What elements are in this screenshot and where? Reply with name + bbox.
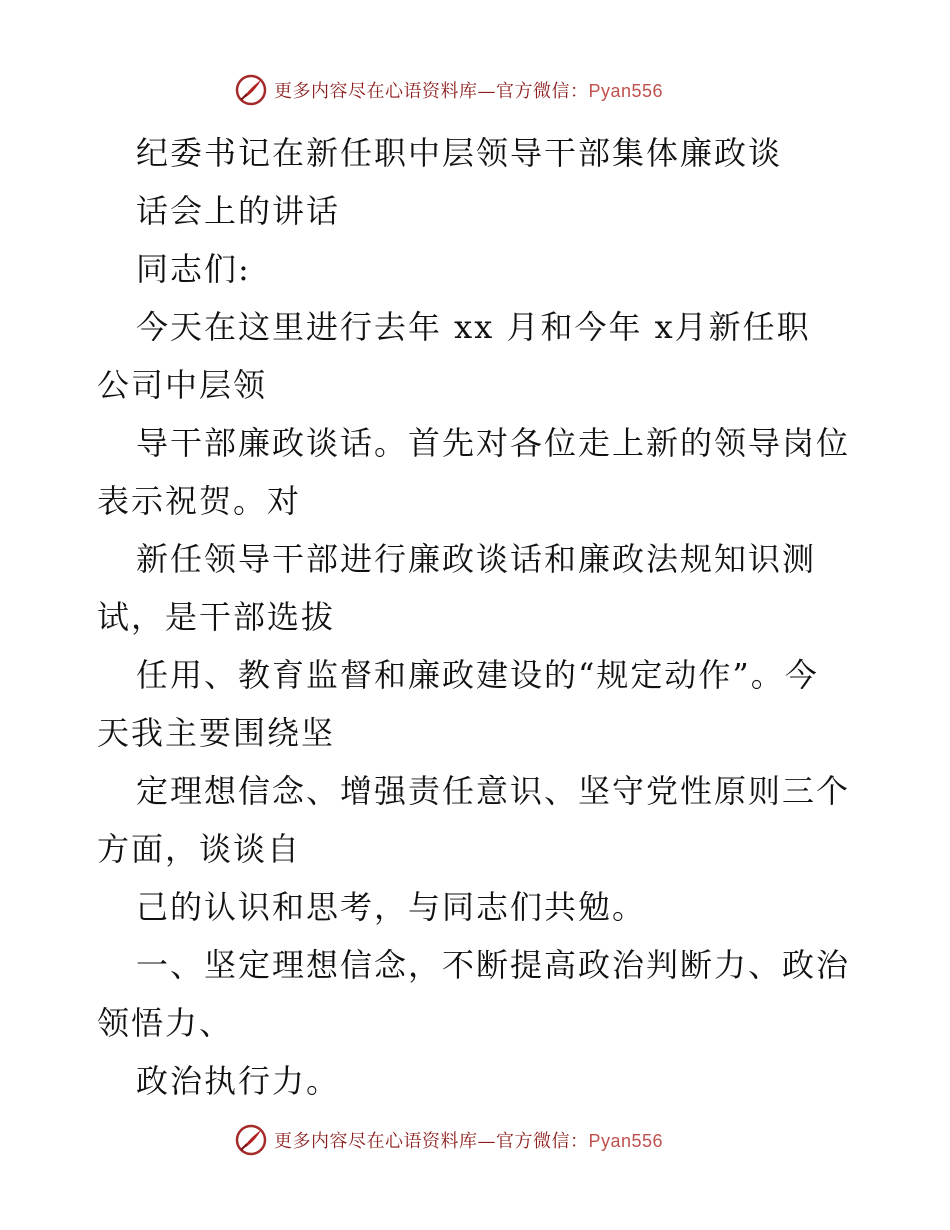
text-line: 政治执行力。 — [136, 1062, 341, 1100]
banner-text: 更多内容尽在心语资料库—官方微信：Pyan556 — [274, 81, 664, 102]
wechat-id: Pyan556 — [588, 81, 664, 101]
feather-pen-logo-icon — [234, 1123, 268, 1157]
text-line: 一、坚定理想信念，不断提高政治判断力、政治 — [136, 946, 851, 984]
text-line: 领悟力、 — [97, 1004, 234, 1042]
text-line: 方面，谈谈自 — [97, 830, 302, 868]
text-line: 话会上的讲话 — [136, 192, 341, 230]
text-line: 导干部廉政谈话。首先对各位走上新的领导岗位 — [136, 424, 851, 462]
text-line: 试，是干部选拔 — [97, 598, 336, 636]
document-body — [97, 124, 857, 1110]
text-line: 己的认识和思考，与同志们共勉。 — [136, 888, 647, 926]
text-line: 公司中层领 — [97, 366, 268, 404]
text-line: 新任领导干部进行廉政谈话和廉政法规知识测 — [136, 540, 817, 578]
text-line: 定理想信念、增强责任意识、坚守党性原则三个 — [136, 772, 851, 810]
text-line: 表示祝贺。对 — [97, 482, 302, 520]
text-line: 纪委书记在新任职中层领导干部集体廉政谈 — [136, 134, 783, 172]
feather-pen-logo-icon — [234, 73, 268, 107]
text-line: 任用、教育监督和廉政建设的“规定动作”。今 — [136, 656, 819, 694]
text-line: 同志们: — [136, 250, 251, 288]
wechat-id: Pyan556 — [588, 1131, 664, 1151]
footer-banner — [234, 1122, 663, 1158]
header-banner — [234, 72, 663, 108]
text-line: 今天在这里进行去年 xx 月和今年 x月新任职 — [136, 308, 811, 346]
banner-text: 更多内容尽在心语资料库—官方微信：Pyan556 — [274, 1131, 664, 1152]
text-line: 天我主要围绕坚 — [97, 714, 336, 752]
